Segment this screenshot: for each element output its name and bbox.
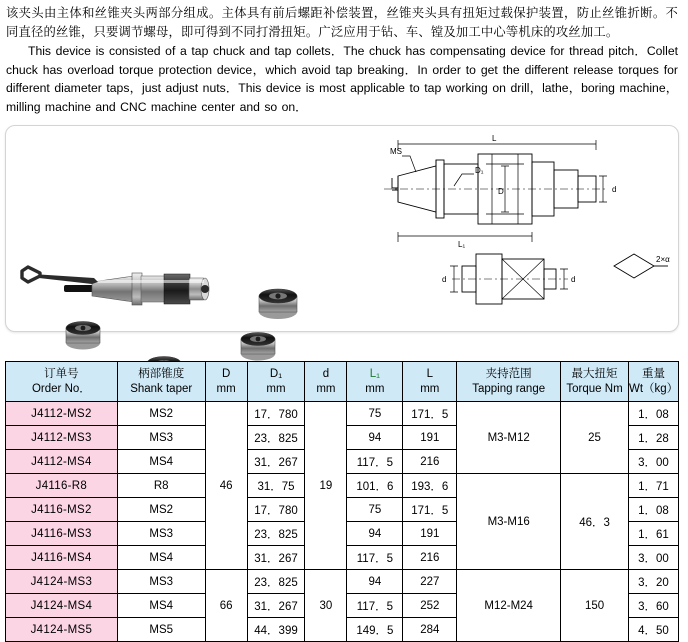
th-weight: 重量 Wt（kg）	[628, 362, 678, 402]
label-L1: L₁	[458, 239, 466, 249]
cell-L1: 149．5	[347, 618, 403, 642]
spanner-wrench	[22, 267, 98, 284]
cell-D1: 31．267	[247, 450, 305, 474]
cell-L: 216	[403, 546, 457, 570]
th-L: L mm	[403, 362, 457, 402]
cell-shank: R8	[117, 474, 205, 498]
label-d-right: d	[612, 184, 617, 194]
cell-order-no: J4116-MS3	[6, 522, 118, 546]
cell-L: 284	[403, 618, 457, 642]
label-d-collet: d	[571, 274, 576, 284]
cell-shank: MS4	[117, 594, 205, 618]
cell-L1: 117．5	[347, 546, 403, 570]
cell-weight: 3．00	[628, 450, 678, 474]
cell-order-no: J4124-MS4	[6, 594, 118, 618]
drawing-svg	[358, 126, 688, 331]
cell-torque-group1: 25	[561, 402, 629, 474]
cell-L1: 94	[347, 570, 403, 594]
th-order-no: 订单号 Order No．	[6, 362, 118, 402]
cell-L1: 101．6	[347, 474, 403, 498]
th-L1: L₁ mm	[347, 362, 403, 402]
table-row	[6, 402, 679, 426]
cell-D1: 23．825	[247, 522, 305, 546]
cell-weight: 3．00	[628, 546, 678, 570]
product-image-panel	[5, 125, 679, 332]
cell-shank: MS2	[117, 402, 205, 426]
th-D1: D₁ mm	[247, 362, 305, 402]
cell-tapping-group1: M3-M12	[457, 402, 561, 474]
label-L: L	[492, 133, 497, 143]
cell-L: 227	[403, 570, 457, 594]
cell-D1: 31．75	[247, 474, 305, 498]
cell-d-group1: 19	[305, 402, 347, 570]
cell-L1: 75	[347, 498, 403, 522]
th-tapping-range: 夹持范围 Tapping range	[457, 362, 561, 402]
cell-L1: 117．5	[347, 450, 403, 474]
cell-shank: MS3	[117, 522, 205, 546]
cell-L1: 75	[347, 402, 403, 426]
description-english-text: This device is consisted of a tap chuck and tap collets．The chuck has compensating device for thread pitch．Collet chuck has overload torque protection device，which avoid tap breaking．In order to get the different release torques for different diameter taps，just adjust nuts．This device is most applicable to tap working on drill，lathe，boring machine，milling machine and CNC machine center and so on．	[6, 44, 678, 115]
cell-weight: 3．20	[628, 570, 678, 594]
specification-table-wrapper	[5, 361, 679, 642]
cell-L: 191	[403, 522, 457, 546]
cell-shank: MS4	[117, 546, 205, 570]
cell-order-no: J4116-R8	[6, 474, 118, 498]
cell-L1: 94	[347, 522, 403, 546]
th-torque: 最大扭矩 Torque Nm	[561, 362, 629, 402]
cell-shank: MS4	[117, 450, 205, 474]
cell-weight: 1．08	[628, 402, 678, 426]
product-description	[0, 0, 684, 117]
cell-D1: 23．825	[247, 570, 305, 594]
tap-collet-2	[66, 321, 100, 349]
cell-D-group2: 66	[205, 570, 247, 642]
cell-weight: 4．50	[628, 618, 678, 642]
specification-table	[5, 361, 679, 642]
cell-order-no: J4112-MS4	[6, 450, 118, 474]
cell-L: 171．5	[403, 402, 457, 426]
cell-weight: 1．61	[628, 522, 678, 546]
cell-order-no: J4112-MS3	[6, 426, 118, 450]
table-header-row	[6, 362, 679, 402]
cell-shank: MS3	[117, 426, 205, 450]
cell-tapping-group3: M12-M24	[457, 570, 561, 642]
tap-collet-4	[241, 332, 275, 360]
th-d: d mm	[305, 362, 347, 402]
cell-weight: 1．28	[628, 426, 678, 450]
cell-L1: 94	[347, 426, 403, 450]
cell-order-no: J4124-MS3	[6, 570, 118, 594]
cell-D1: 17．780	[247, 498, 305, 522]
tap-collet-1	[259, 289, 297, 319]
cell-torque-group2: 46．3	[561, 474, 629, 570]
cell-L: 216	[403, 450, 457, 474]
cell-weight: 1．08	[628, 498, 678, 522]
label-D: D	[498, 186, 504, 196]
cell-shank: MS2	[117, 498, 205, 522]
cell-shank: MS5	[117, 618, 205, 642]
cell-L: 252	[403, 594, 457, 618]
cell-order-no: J4116-MS4	[6, 546, 118, 570]
th-shank-taper: 柄部锥度 Shank taper	[117, 362, 205, 402]
cell-torque-group3: 150	[561, 570, 629, 642]
cell-d-group2: 30	[305, 570, 347, 642]
cell-weight: 3．60	[628, 594, 678, 618]
cell-tapping-group2: M3-M16	[457, 474, 561, 570]
cell-L: 171．5	[403, 498, 457, 522]
cell-D1: 44．399	[247, 618, 305, 642]
cell-weight: 1．71	[628, 474, 678, 498]
cell-L: 193．6	[403, 474, 457, 498]
description-chinese: 该夹头由主体和丝锥夹头两部分组成。主体具有前后螺距补偿装置，丝锥夹头具有扭矩过载保护装置，防止丝锥折断。不同直径的丝锥，只要调节螺母，即可得到不同打滑扭矩。广泛应用于钻、车、镗及加工中心等机床的攻丝加工。	[6, 6, 678, 39]
cell-order-no: J4112-MS2	[6, 402, 118, 426]
cell-shank: MS3	[117, 570, 205, 594]
product-photo	[6, 126, 354, 331]
cell-order-no: J4116-MS2	[6, 498, 118, 522]
table-row	[6, 570, 679, 594]
cell-D1: 31．267	[247, 546, 305, 570]
technical-drawing	[358, 126, 678, 331]
cell-order-no: J4124-MS5	[6, 618, 118, 642]
th-D: D mm	[205, 362, 247, 402]
cell-D-group1: 46	[205, 402, 247, 570]
label-MS: MS	[390, 146, 402, 156]
label-D1: D₁	[475, 165, 484, 175]
label-d-left: d	[442, 274, 447, 284]
cell-D1: 31．267	[247, 594, 305, 618]
cell-L: 191	[403, 426, 457, 450]
label-angle: 2×α	[656, 254, 670, 264]
cell-D1: 17．780	[247, 402, 305, 426]
cell-L1: 117．5	[347, 594, 403, 618]
description-english	[6, 42, 678, 116]
photo-svg	[6, 126, 354, 331]
cell-D1: 23．825	[247, 426, 305, 450]
